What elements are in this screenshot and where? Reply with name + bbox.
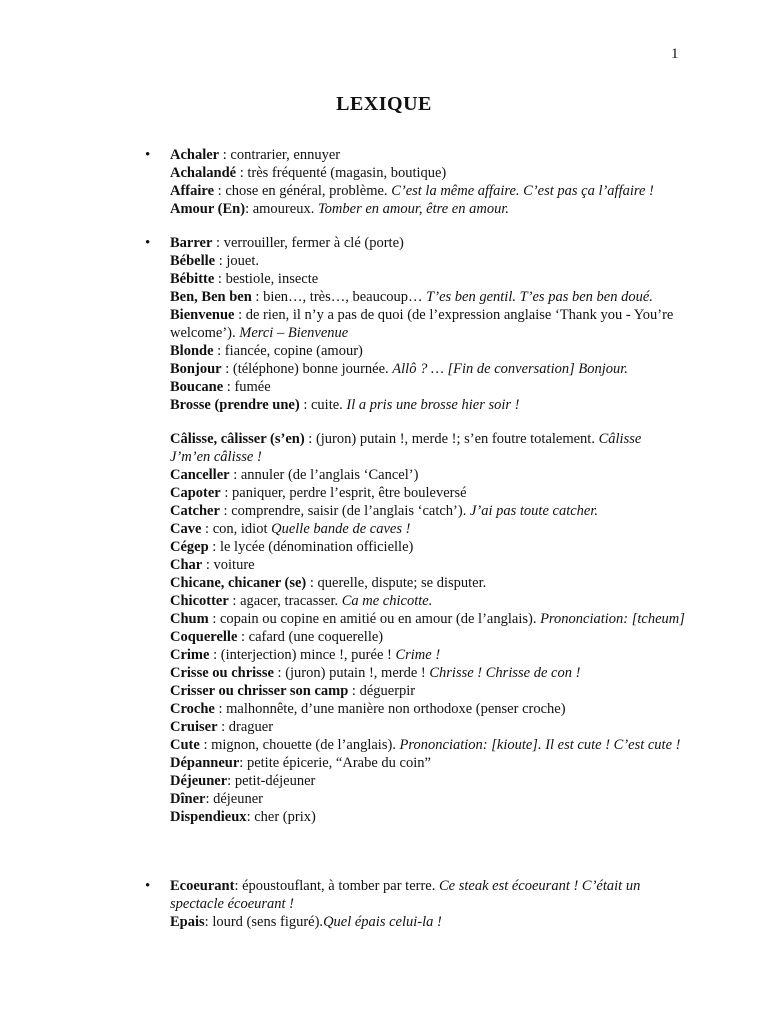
entry-sep: :	[348, 683, 360, 699]
entry-sep: :	[304, 431, 316, 447]
lexicon-entry	[170, 360, 685, 378]
entry-definition: verrouiller, fermer à clé (porte)	[223, 235, 404, 251]
entry-example: Merci – Bienvenue	[239, 325, 349, 341]
entry-term: Chicane, chicaner (se)	[170, 575, 307, 591]
entry-example: Prononciation: [tcheum]	[540, 611, 685, 627]
lexicon-entry	[170, 342, 685, 360]
entry-definition: bestiole, insecte	[225, 271, 319, 287]
entry-sep: :	[205, 791, 214, 807]
lexicon-entry	[170, 378, 685, 396]
entry-definition: petite épicerie, “Arabe du coin”	[246, 755, 431, 771]
entry-sep: :	[204, 914, 213, 930]
page-number: 1	[671, 46, 679, 62]
entry-sep: :	[223, 379, 235, 395]
entry-sep: :	[214, 271, 226, 287]
entry-sep: :	[217, 719, 229, 735]
entry-definition: époustouflant, à tomber par terre.	[242, 878, 439, 894]
entry-example: Chrisse ! Chrisse de con !	[429, 665, 581, 681]
lexicon-entry	[170, 270, 685, 288]
entry-definition: con, idiot	[212, 521, 272, 537]
entry-definition: paniquer, perdre l’esprit, être bouleversé	[232, 485, 467, 501]
entry-term: Crisser ou chrisser son camp	[170, 683, 349, 699]
lexicon-section-e	[145, 877, 685, 931]
entry-definition: querelle, dispute; se disputer.	[317, 575, 487, 591]
entry-sep: :	[214, 701, 227, 717]
entry-term: Bienvenue	[170, 307, 235, 323]
page-title: LEXIQUE	[336, 93, 432, 115]
lexicon-entry	[170, 288, 685, 306]
entry-definition: (juron) putain !, merde !	[285, 665, 430, 681]
lexicon-section-c	[145, 430, 685, 826]
entry-definition: copain ou copine en amitié ou en amour (de l’anglais).	[219, 611, 541, 627]
entry-definition: cher (prix)	[254, 809, 316, 825]
entry-sep: :	[234, 307, 246, 323]
entry-definition: fumée	[234, 379, 271, 395]
entry-definition: comprendre, saisir (de l’anglais ‘catch’).	[231, 503, 470, 519]
bullet: •	[145, 878, 151, 894]
lexicon-entry	[170, 146, 685, 164]
lexicon-entry	[170, 182, 685, 200]
lexicon-entry	[170, 610, 685, 628]
entry-sep: :	[208, 611, 220, 627]
entry-example: Prononciation: [kioute]. Il est cute ! C’est cute !	[399, 737, 681, 753]
entry-sep: :	[236, 165, 248, 181]
entry-definition: déguerpir	[359, 683, 416, 699]
entry-term: Crime	[170, 647, 210, 663]
lexicon-entry	[170, 592, 685, 610]
entry-term: Affaire	[170, 183, 215, 199]
entry-definition: agacer, tracasser.	[240, 593, 342, 609]
entry-term: Dîner	[170, 791, 206, 807]
entry-term: Capoter	[170, 485, 221, 501]
entry-sep: :	[214, 183, 226, 199]
entry-example: T’es ben gentil. T’es pas ben ben doué.	[426, 289, 653, 305]
entry-definition: lourd (sens figuré).	[212, 914, 324, 930]
entry-term: Achalandé	[170, 165, 237, 181]
entry-term: Canceller	[170, 467, 230, 483]
entry-sep: :	[245, 201, 253, 217]
entry-example: Il a pris une brosse hier soir !	[346, 397, 520, 413]
entry-sep: :	[228, 593, 241, 609]
entry-definition: draguer	[228, 719, 274, 735]
lexicon-entry	[170, 430, 685, 466]
lexicon-section-b	[145, 234, 685, 414]
entry-definition: le lycée (dénomination officielle)	[219, 539, 414, 555]
entry-sep: :	[221, 361, 233, 377]
entry-definition: cafard (une coquerelle)	[248, 629, 384, 645]
entry-definition: (interjection) mince !, purée !	[220, 647, 396, 663]
entry-term: Epais	[170, 914, 205, 930]
entry-definition: déjeuner	[213, 791, 264, 807]
entry-term: Déjeuner	[170, 773, 228, 789]
entry-term: Blonde	[170, 343, 214, 359]
entry-definition: très fréquenté (magasin, boutique)	[247, 165, 447, 181]
lexicon-entry	[170, 913, 685, 931]
entry-sep: :	[227, 773, 235, 789]
entry-example: Crime !	[395, 647, 441, 663]
entry-definition: chose en général, problème.	[225, 183, 392, 199]
entry-term: Boucane	[170, 379, 224, 395]
entry-term: Chicotter	[170, 593, 229, 609]
lexicon-entry	[170, 234, 685, 252]
entry-sep: :	[202, 557, 214, 573]
entry-sep: :	[229, 467, 241, 483]
lexicon-entry	[170, 754, 685, 772]
entry-term: Croche	[170, 701, 215, 717]
entry-term: Bébitte	[170, 271, 215, 287]
entry-sep: :	[273, 665, 286, 681]
entry-term: Ben, Ben ben	[170, 289, 252, 305]
lexicon-entry	[170, 736, 685, 754]
lexicon-entry	[170, 538, 685, 556]
entry-sep: :	[201, 521, 213, 537]
entry-sep: :	[209, 647, 221, 663]
entry-term: Amour (En)	[170, 201, 246, 217]
entry-definition: bien…, très…, beaucoup…	[263, 289, 427, 305]
lexicon-entry	[170, 574, 685, 592]
lexicon-entry	[170, 200, 685, 218]
entry-definition: (téléphone) bonne journée.	[232, 361, 393, 377]
entry-term: Ecoeurant	[170, 878, 235, 894]
entry-term: Dispendieux	[170, 809, 247, 825]
entry-sep: :	[251, 289, 264, 305]
entry-example: J’ai pas toute catcher.	[469, 503, 599, 519]
entry-term: Brosse (prendre une)	[170, 397, 300, 413]
lexicon-entry	[170, 484, 685, 502]
entry-sep: :	[220, 485, 233, 501]
entry-example: Tomber en amour, être en amour.	[317, 201, 510, 217]
entry-term: Achaler	[170, 147, 220, 163]
lexicon-entry	[170, 520, 685, 538]
entry-term: Cruiser	[170, 719, 218, 735]
lexicon-entry	[170, 306, 685, 342]
entry-sep: :	[299, 397, 311, 413]
lexicon-entry	[170, 877, 685, 913]
entry-term: Coquerelle	[170, 629, 238, 645]
lexicon-entry	[170, 700, 685, 718]
entry-definition: petit-déjeuner	[234, 773, 316, 789]
entry-sep: :	[199, 737, 212, 753]
entry-sep: :	[219, 147, 231, 163]
entry-sep: :	[306, 575, 318, 591]
entry-term: Chum	[170, 611, 209, 627]
entry-example: Quelle bande de caves !	[271, 521, 411, 537]
entry-term: Bébelle	[170, 253, 216, 269]
entry-definition: annuler (de l’anglais ‘Cancel’)	[240, 467, 419, 483]
entry-term: Catcher	[170, 503, 220, 519]
lexicon-entry	[170, 164, 685, 182]
entry-definition: de rien, il n’y a pas de quoi (de l’expression anglaise ‘Thank you - You’re welcome’).	[170, 307, 674, 341]
entry-definition: voiture	[213, 557, 255, 573]
lexicon-entry	[170, 808, 685, 826]
lexicon-entry	[170, 718, 685, 736]
entry-definition: fiancée, copine (amour)	[224, 343, 363, 359]
entry-definition: amoureux.	[252, 201, 318, 217]
lexicon-entry	[170, 628, 685, 646]
entry-term: Char	[170, 557, 203, 573]
entry-sep: :	[215, 253, 227, 269]
entry-sep: :	[219, 503, 232, 519]
bullet: •	[145, 147, 151, 163]
entry-term: Cave	[170, 521, 202, 537]
lexicon-entry	[170, 664, 685, 682]
entry-definition: cuite.	[310, 397, 347, 413]
entry-sep: :	[234, 878, 243, 894]
entry-example: Ce steak est écoeurant ! C’était un spectacle écoeurant !	[170, 878, 641, 912]
entry-sep: :	[239, 755, 247, 771]
lexicon-entry	[170, 772, 685, 790]
lexicon-entry	[170, 682, 685, 700]
entry-definition: mignon, chouette (de l’anglais).	[211, 737, 400, 753]
entry-sep: :	[246, 809, 255, 825]
entry-example: C’est la même affaire. C’est pas ça l’affaire !	[391, 183, 654, 199]
lexicon-section-a	[145, 146, 685, 218]
entry-definition: contrarier, ennuyer	[230, 147, 341, 163]
lexicon-entry	[170, 790, 685, 808]
lexicon-entry	[170, 646, 685, 664]
lexicon-entry	[170, 556, 685, 574]
entry-sep: :	[237, 629, 249, 645]
entry-example: Câlisse J’m’en câlisse !	[170, 431, 642, 465]
entry-term: Dépanneur	[170, 755, 240, 771]
entry-definition: malhonnête, d’une manière non orthodoxe (penser croche)	[226, 701, 566, 717]
entry-example: Quel épais celui-la !	[323, 914, 442, 930]
entry-example: Allô ? … [Fin de conversation] Bonjour.	[392, 361, 628, 377]
entry-term: Cégep	[170, 539, 209, 555]
entry-term: Bonjour	[170, 361, 222, 377]
lexicon-entry	[170, 252, 685, 270]
entry-example: Ca me chicotte.	[341, 593, 433, 609]
lexicon-entry	[170, 502, 685, 520]
entry-definition: jouet.	[226, 253, 260, 269]
bullet: •	[145, 235, 151, 251]
entry-term: Câlisse, câlisser (s’en)	[170, 431, 305, 447]
entry-sep: :	[213, 343, 225, 359]
entry-definition: (juron) putain !, merde !; s’en foutre totalement.	[315, 431, 599, 447]
entry-sep: :	[208, 539, 220, 555]
lexicon-entry	[170, 396, 685, 414]
lexicon-entry	[170, 466, 685, 484]
entry-term: Cute	[170, 737, 200, 753]
entry-term: Crisse ou chrisse	[170, 665, 274, 681]
entry-sep: :	[212, 235, 224, 251]
entry-term: Barrer	[170, 235, 213, 251]
